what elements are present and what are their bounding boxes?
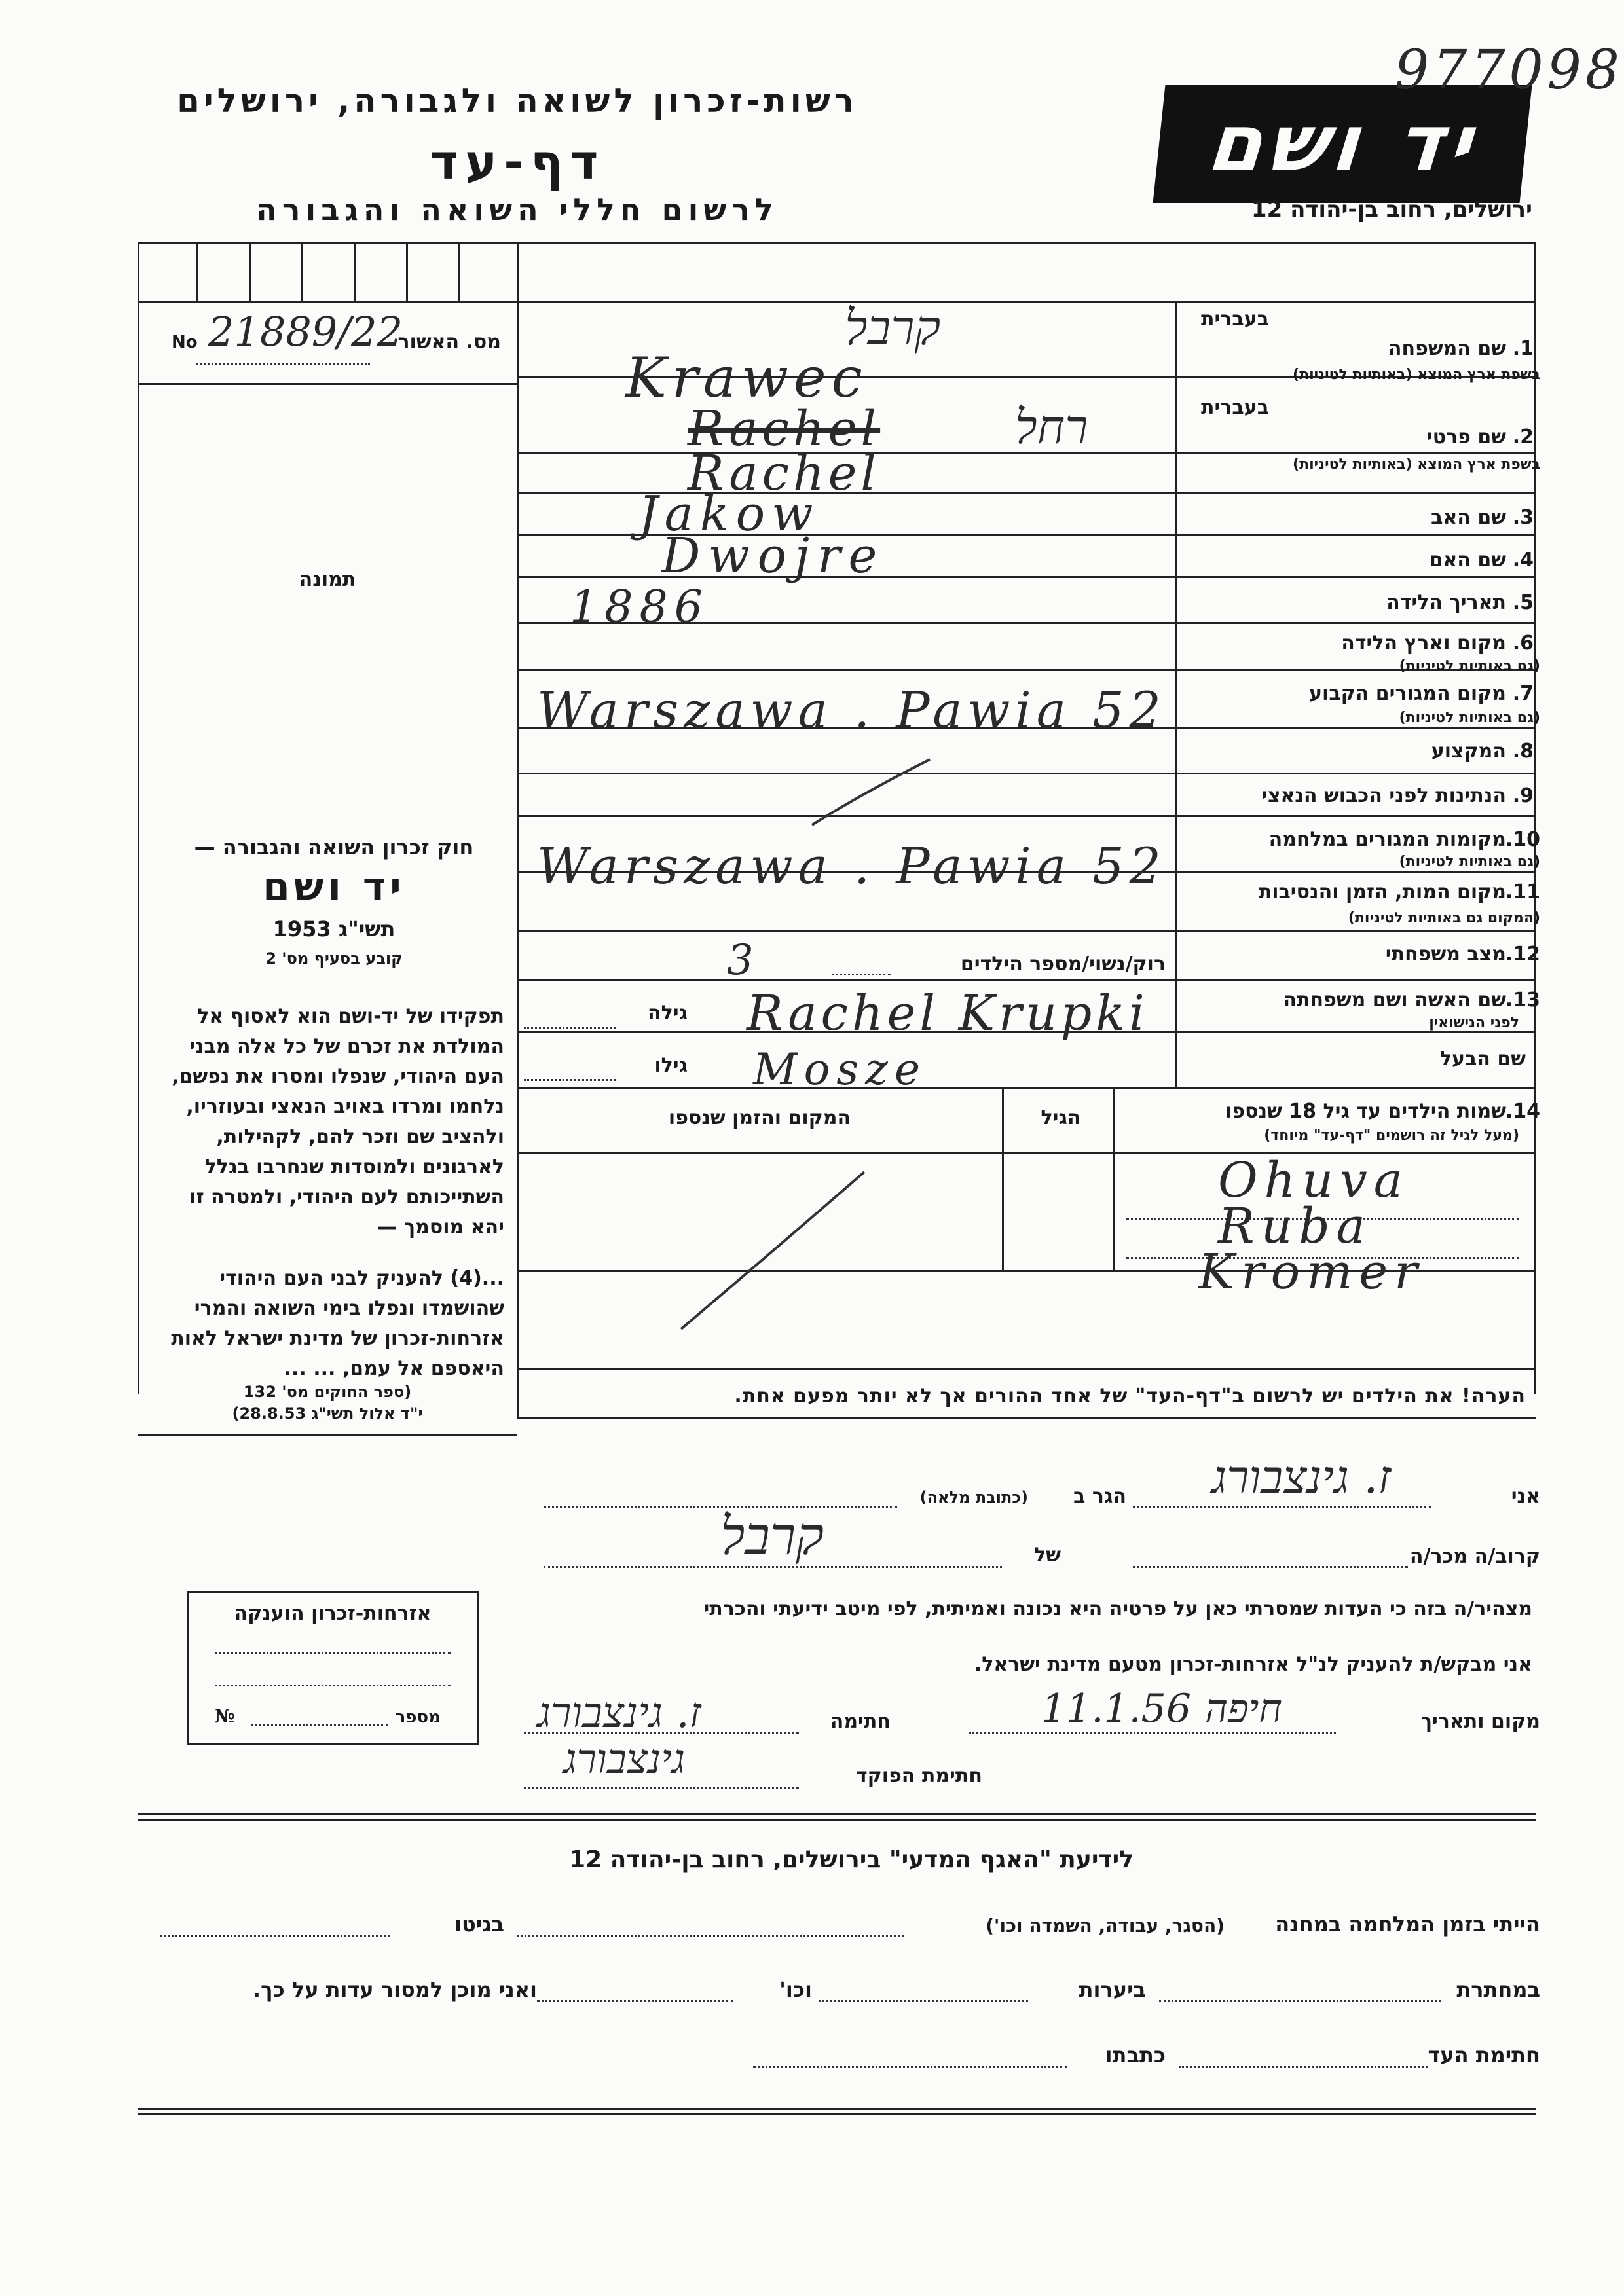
- officer-signature-label: חתימת הפוקד: [856, 1764, 982, 1787]
- certificate-box: [187, 1591, 479, 1745]
- field-13-sublabel: לפני הנישואין: [1429, 1015, 1519, 1031]
- wife-age-label: גילה: [648, 1002, 688, 1025]
- husband-value: Mosze: [753, 1044, 927, 1095]
- date-value: 11.1.56: [1041, 1686, 1192, 1732]
- full-address-label: (כתובת מלאה): [919, 1488, 1028, 1506]
- field-1-label: שם המשפחה: [1388, 337, 1506, 360]
- field-6-sublabel: (גם באותיות לטיניות): [1399, 658, 1540, 674]
- place-date-label: מקום ותאריך: [1420, 1710, 1540, 1733]
- law-year: תשי"ג 1953: [272, 917, 396, 941]
- field-5-value: 1886: [570, 581, 710, 633]
- of-value: קרבל: [720, 1506, 824, 1567]
- marital-options: רוק/נשוי/מספר הילדים: [960, 953, 1166, 975]
- field-4-number: 4.: [1512, 549, 1534, 572]
- field-11-label: מקום המות, הזמן והנסיבות: [1258, 881, 1506, 903]
- child-name-1: Ohuva: [1218, 1152, 1409, 1209]
- field-3-value: Jakow: [638, 486, 820, 542]
- field-4-label: שם האם: [1429, 549, 1506, 572]
- declaration-request: אני מבקש/ת להעניק לנ"ל אזרחות-זכרון מטעם מדינת ישראל.: [974, 1653, 1532, 1676]
- husband-age-label: גילו: [654, 1054, 688, 1077]
- child-name-2: Ruba: [1218, 1198, 1372, 1254]
- field-13-number: 13.: [1505, 989, 1540, 1011]
- note: הערה! את הילדים יש לרשום ב"דף-העד" של אחד ההורים אך לא יותר מפעם אחת.: [734, 1385, 1526, 1408]
- field-2-sublabel: בשפת ארץ המוצא (באותיות לטיניות): [1293, 456, 1540, 473]
- yad-vashem-logo: יד ושם: [1153, 85, 1532, 203]
- field-6-number: 6.: [1512, 632, 1534, 655]
- field-7-label: מקום המגורים הקבוע: [1309, 682, 1506, 705]
- certificate-title: אזרחות-זכרון הוענקה: [234, 1602, 432, 1625]
- page-title: דף-עד: [430, 134, 605, 191]
- field-13-value: Rachel Krupki: [747, 985, 1149, 1042]
- law-name: יד ושם: [263, 864, 405, 910]
- field-9-number: 9.: [1512, 784, 1534, 807]
- field-8-label: המקצוע: [1431, 740, 1506, 763]
- field-1-sublabel: בשפת ארץ המוצא (באותיות לטיניות): [1293, 367, 1540, 383]
- field-7-value: Warszawa . Pawia 52: [537, 681, 1166, 739]
- residing-label: הגר ב: [1073, 1485, 1126, 1508]
- field-9-label: הנתינות לפני הכבוש הנאצי: [1262, 784, 1506, 807]
- column-age: הגיל: [1041, 1106, 1081, 1129]
- column-place-time: המקום והזמן שנספו: [668, 1106, 851, 1129]
- field-5-number: 5.: [1512, 591, 1534, 614]
- no-mark: No: [172, 333, 198, 352]
- footer-witness-signature-label: חתימת העד: [1428, 2043, 1540, 2068]
- footer-etc-label: וכו': [779, 1977, 812, 2002]
- field-8-number: 8.: [1512, 740, 1534, 763]
- footer-underground-label: במחתרת: [1456, 1977, 1540, 2002]
- field-2-number: 2.: [1512, 426, 1534, 448]
- field-11-sublabel: (המקום גם באותיות לטיניות): [1348, 910, 1540, 926]
- field-4-value: Dwojre: [661, 528, 885, 584]
- field-5-label: תאריך הלידה: [1386, 591, 1506, 614]
- law-text-2: ...(4) להעניק לבני העם היהודי שהושמדו ונפלו בימי השואה והמרי אזרחות-זכרון של מדינת ישראל לאות היאספם אל עמם, ... ...: [171, 1267, 504, 1380]
- field-13-label: שם האשה ושם משפחתה: [1283, 989, 1506, 1011]
- registration-label: מס. האשור: [397, 331, 501, 354]
- footer-forests-label: ביערות: [1079, 1977, 1146, 2002]
- field-14-sublabel: (מעל לגיל זה רושמים "דף-עד" מיוחד): [1264, 1127, 1519, 1144]
- certificate-no-mark: №: [215, 1705, 235, 1727]
- field-3-label: שם האב: [1431, 506, 1506, 529]
- field-3-number: 3.: [1512, 506, 1534, 529]
- field-1-number: 1.: [1512, 337, 1534, 360]
- law-clause: קובע בסעיף מס' 2: [265, 949, 403, 968]
- place-value: חיפה: [1205, 1686, 1282, 1732]
- address: ירושלים, רחוב בן-יהודה 12: [1251, 196, 1532, 223]
- archive-number: 977098: [1395, 39, 1624, 101]
- law-text-1: תפקידו של יד-ושם הוא לאסוף אל המולדת את זכרם של כל אלה מבני העם היהודי, שנפלו ומסרו את נפשם, נלחמו ומרדו באויב הנאצי ובעוזריו, ולהציב שם וזכר להם, לקהילות, לארגונים ולמוסדות שנחרבו בגלל השתייכותם לעם היהודי, ולמטרה זו יהא מוסמך —: [172, 1005, 504, 1239]
- law-title: חוק זכרון השואה והגבורה —: [194, 835, 474, 860]
- field-11-number: 11.: [1505, 881, 1540, 903]
- officer-signature-value: גינצבורג: [563, 1735, 686, 1783]
- field-12-number: 12.: [1505, 943, 1540, 966]
- signature-value: ז. גינצבורג: [537, 1689, 701, 1738]
- declaration-i-label: אני: [1511, 1485, 1540, 1508]
- hebrew-tag-2: בעברית: [1201, 396, 1269, 419]
- footer-camp-sub: (הסגר, עבודה, השמדה וכו'): [986, 1915, 1225, 1937]
- law-date: י"ד אלול תשי"ג 28.8.53): [232, 1404, 423, 1423]
- children-slash-mark: [674, 1165, 871, 1336]
- page-subtitle: לרשום חללי השואה והגבורה: [256, 192, 779, 227]
- field-14-label: שמות הילדים עד גיל 18 שנספו: [1225, 1100, 1506, 1123]
- declaration-statement: מצהיר/ה בזה כי העדות שמסרתי כאן על פרטיה היא נכונה ואמיתית, לפי מיטב ידיעתי והכרתי: [703, 1597, 1532, 1620]
- field-10-label: מקומות המגורים במלחמה: [1268, 828, 1506, 851]
- children-count: 3: [727, 936, 754, 985]
- field-10-sublabel: (גם באותיות לטיניות): [1399, 854, 1540, 870]
- field-1-value: Krawec: [625, 346, 868, 410]
- footer-title: לידיעת "האגף המדעי" בירושלים, רחוב בן-יהודה 12: [569, 1846, 1134, 1873]
- field-7-sublabel: (גם באותיות לטיניות): [1399, 710, 1540, 726]
- husband-label: שם הבעל: [1439, 1048, 1526, 1070]
- footer-testify-label: ואני מוכן למסור עדות על כך.: [252, 1977, 537, 2002]
- declaration-i-value: ז. גינצבורג: [1211, 1450, 1392, 1504]
- field-7-number: 7.: [1512, 682, 1534, 705]
- field-10-value: Warszawa . Pawia 52: [537, 837, 1166, 895]
- child-name-3: Kromer: [1198, 1244, 1424, 1300]
- of-label: של: [1034, 1544, 1061, 1567]
- photo-label: תמונה: [299, 568, 356, 591]
- signature-label: חתימה: [830, 1710, 891, 1733]
- footer-address-label: כתבתו: [1105, 2043, 1166, 2068]
- authority-name: רשות-זכרון לשואה ולגבורה, ירושלים: [177, 82, 858, 120]
- relative-label: קרוב/ה מכר/ה: [1409, 1545, 1540, 1568]
- field-2-hebrew-value: רחל: [1015, 399, 1088, 454]
- hebrew-tag-1: בעברית: [1201, 308, 1269, 331]
- certificate-number-label: מספר: [395, 1707, 441, 1727]
- field-2-value: Rachel: [688, 401, 881, 457]
- footer-ghetto-label: בגיטו: [454, 1912, 504, 1937]
- field-2-label: שם פרטי: [1426, 426, 1506, 448]
- registration-number: 21889/22: [208, 308, 403, 355]
- field-6-label: מקום וארץ הלידה: [1341, 632, 1506, 655]
- field-2-value-corrected: Rachel: [688, 445, 881, 501]
- field-12-label: מצב משפחתי: [1385, 943, 1506, 966]
- footer-camp-label: הייתי בזמן המלחמה במחנה: [1275, 1912, 1540, 1937]
- blank-slash-mark: [805, 753, 936, 831]
- field-14-number: 14.: [1505, 1100, 1540, 1123]
- field-10-number: 10.: [1505, 828, 1540, 851]
- law-source: (ספר החוקים מס' 132: [243, 1383, 412, 1401]
- field-1-hebrew-value: קרבל: [845, 300, 941, 356]
